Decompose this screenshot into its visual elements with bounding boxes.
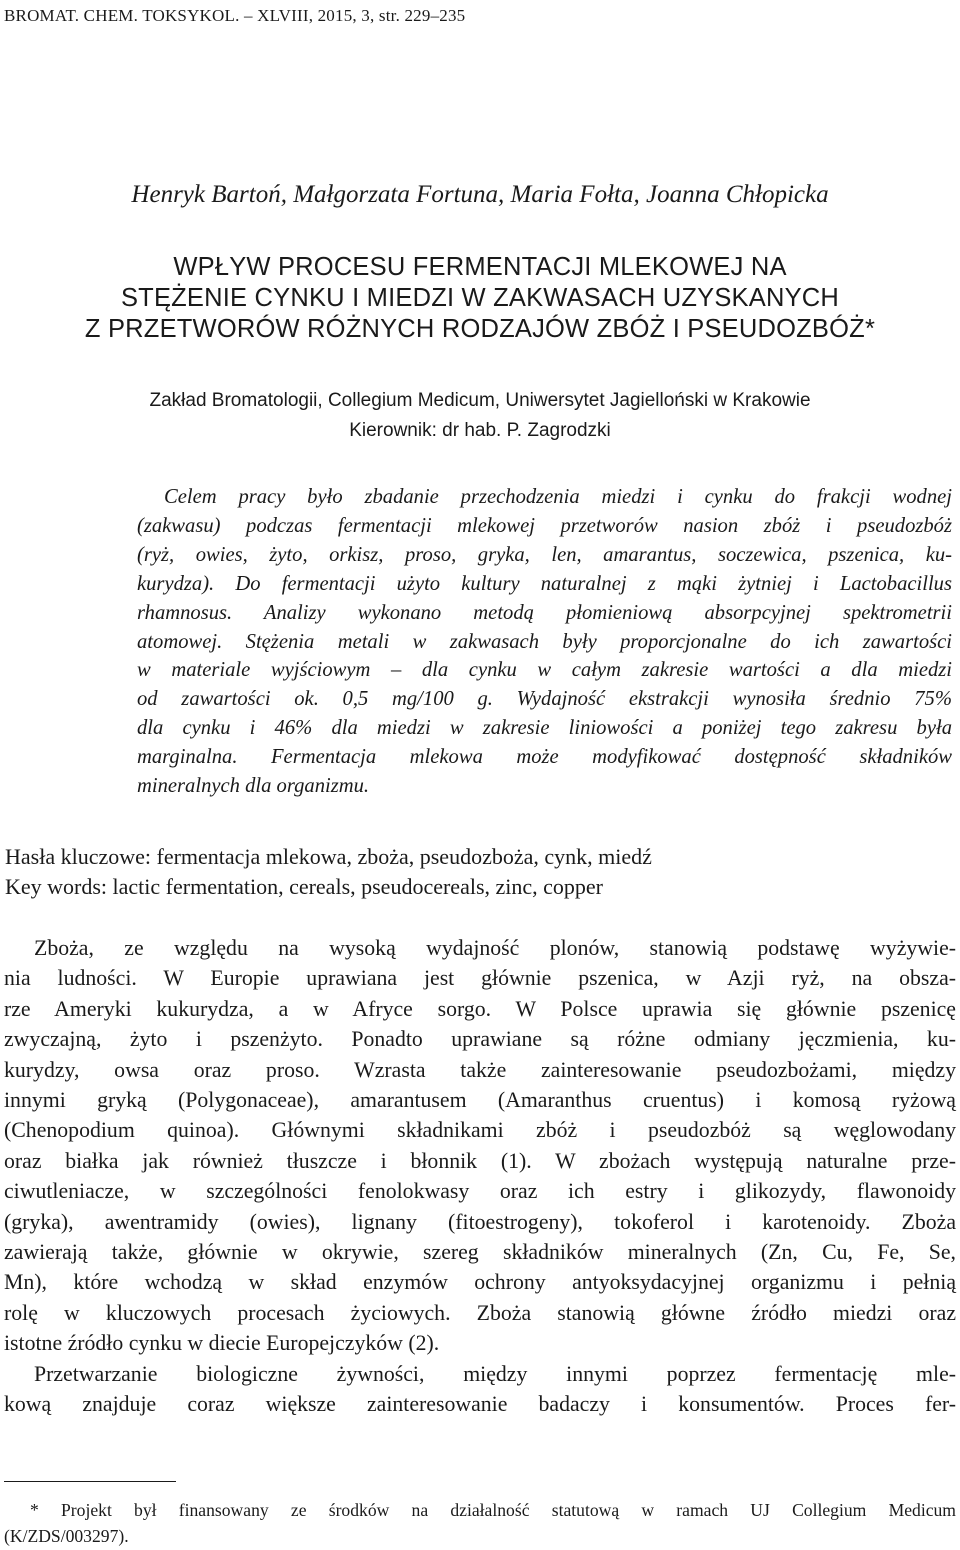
affiliation: Zakład Bromatologii, Collegium Medicum, Uniwersytet Jagielloński w Krakowie <box>149 390 811 411</box>
body-line: zawierają także, głównie w okrywie, szereg składników mineralnych (Zn, Cu, Fe, Se, <box>4 1240 956 1265</box>
footnote-line: * Projekt był finansowany ze środków na działalność statutową w ramach UJ Collegium Medicum <box>30 1500 956 1520</box>
title-line: Z PRZETWORÓW RÓŻNYCH RODZAJÓW ZBÓŻ I PSEUDOZBÓŻ* <box>84 315 876 343</box>
keywords-english: Key words: lactic fermentation, cereals, pseudocereals, zinc, copper <box>5 873 604 899</box>
footnote-line: (K/ZDS/003297). <box>4 1526 129 1546</box>
body-line: nia ludności. W Europie uprawiana jest głównie pszenica, w Azji ryż, na obsza- <box>4 966 956 991</box>
abstract-line: dla cynku i 46% dla miedzi w zakresie liniowości a poniżej tego zakresu była <box>137 717 952 740</box>
body-line: kurydzy, owsa oraz proso. Wzrasta także zainteresowanie pseudozbożami, między <box>4 1057 956 1082</box>
abstract-line: kurydza). Do fermentacji użyto kultury naturalnej z mąki żytniej i Lactobacillus <box>137 572 952 595</box>
title-line: STĘŻENIE CYNKU I MIEDZI W ZAKWASACH UZYSKANYCH <box>120 284 840 312</box>
footnote-rule <box>4 1481 176 1482</box>
article-title <box>0 252 960 345</box>
body-line: zwyczajną, żyto i pszenżyto. Ponadto uprawiane są różne odmiany jęczmienia, ku- <box>4 1027 956 1052</box>
title-line: WPŁYW PROCESU FERMENTACJI MLEKOWEJ NA <box>173 253 787 281</box>
body-line: (gryka), awentramidy (owies), lignany (fitoestrogeny), tokoferol i karotenoidy. Zboża <box>4 1209 956 1234</box>
body-line: (Chenopodium quinoa). Głównymi składnikami zbóż i pseudozbóż są węglowodany <box>4 1118 956 1143</box>
abstract-line: mineralnych dla organizmu. <box>137 775 370 798</box>
abstract-line: atomowej. Stężenia metali w zakwasach były proporcjonalne do ich zawartości <box>137 630 952 653</box>
abstract-line: (zakwasu) podczas fermentacji mlekowej przetworów nasion zbóż i pseudozbóż <box>137 514 952 537</box>
abstract-line: (ryż, owies, żyto, orkisz, proso, gryka, len, amarantus, soczewica, pszenica, ku- <box>137 543 952 566</box>
abstract-line: od zawartości ok. 0,5 mg/100 g. Wydajność ekstrakcji wynosiła średnio 75% <box>137 688 952 711</box>
abstract-line: marginalna. Fermentacja mlekowa może modyfikować dostępność składników <box>137 746 952 769</box>
body-text <box>4 933 956 1420</box>
keywords-block <box>5 842 955 901</box>
abstract-line: Celem pracy było zbadanie przechodzenia miedzi i cynku do frakcji wodnej <box>164 486 952 508</box>
body-line: istotne źródło cynku w diecie Europejczyków (2). <box>4 1331 440 1356</box>
body-line: Zboża, ze względu na wysoką wydajność plonów, stanowią podstawę wyżywie- <box>34 936 956 960</box>
abstract-line: rhamnosus. Analizy wykonano metodą płomieniową absorpcyjnej spektrometrii <box>137 601 952 624</box>
body-line: ciwutleniacze, w szczególności fenolokwasy oraz ich estry i glikozydy, flawonoidy <box>4 1179 956 1204</box>
author-list: Henryk Bartoń, Małgorzata Fortuna, Maria Fołta, Joanna Chłopicka <box>131 181 829 208</box>
body-line: oraz białka jak również tłuszcze i błonnik (1). W zbożach występują naturalne prze- <box>4 1148 956 1173</box>
abstract-line: w materiale wyjściowym – dla cynku w całym zakresie wartości a dla miedzi <box>137 659 952 682</box>
body-line: rze Ameryki kukurydza, a w Afryce sorgo. W Polsce uprawia się głównie pszenicę <box>4 996 956 1021</box>
body-line: kową znajduje coraz większe zainteresowanie badaczy i konsumentów. Proces fer- <box>4 1392 956 1417</box>
body-line: rolę w kluczowych procesach życiowych. Zboża stanowią główne źródło miedzi oraz <box>4 1300 956 1325</box>
abstract <box>137 483 952 801</box>
affiliation-block <box>0 386 960 446</box>
body-line: Mn), które wchodzą w skład enzymów ochrony antyoksydacyjnej organizmu i pełnią <box>4 1270 956 1295</box>
body-line: innymi gryką (Polygonaceae), amarantusem (Amaranthus cruentus) i komosą ryżową <box>4 1088 956 1113</box>
running-head: BROMAT. CHEM. TOKSYKOL. – XLVIII, 2015, 3, str. 229–235 <box>4 6 466 25</box>
body-line: Przetwarzanie biologiczne żywności, między innymi poprzez fermentację mle- <box>34 1361 956 1386</box>
head-of-department: Kierownik: dr hab. P. Zagrodzki <box>349 420 611 441</box>
footnote <box>4 1497 956 1549</box>
keywords-polish: Hasła kluczowe: fermentacja mlekowa, zboża, pseudozboża, cynk, miedź <box>5 844 652 869</box>
